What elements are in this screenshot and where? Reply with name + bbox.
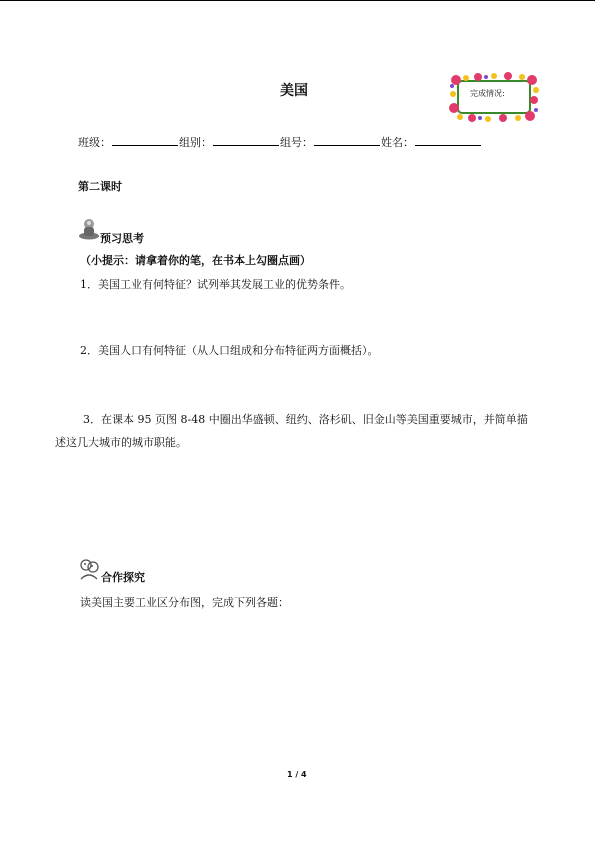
completion-badge xyxy=(448,72,540,122)
explore-instruction: 读美国主要工业区分布图，完成下列各题： xyxy=(80,596,289,609)
name-blank xyxy=(415,134,481,146)
preview-heading: 预习思考 xyxy=(100,232,144,245)
question-3-text: 3．在课本 95 页图 8-48 中圈出华盛顿、纽约、洛杉矶、旧金山等美国重要城市，并简单描述这几大城市的城市职能。 xyxy=(55,413,528,449)
top-border-line xyxy=(0,0,595,1)
question-1: 1．美国工业有何特征？试列举其发展工业的优势条件。 xyxy=(80,278,351,291)
badge-label: 完成情况: xyxy=(470,89,505,98)
explore-cooperation-icon xyxy=(78,557,100,585)
group-label: 组别： xyxy=(179,136,212,149)
group-blank xyxy=(213,134,279,146)
student-info-fields xyxy=(78,134,482,150)
page-title: 美国 xyxy=(280,83,308,99)
name-label: 姓名： xyxy=(381,136,414,149)
number-blank xyxy=(314,134,380,146)
explore-heading: 合作探究 xyxy=(101,571,145,584)
page-number: 1 / 4 xyxy=(287,770,307,779)
question-3 xyxy=(55,408,535,454)
preview-tip: （小提示：请拿着你的笔，在书本上勾圈点画） xyxy=(80,254,311,267)
preview-thinking-icon xyxy=(78,216,100,244)
number-label: 组号： xyxy=(280,136,313,149)
lesson-heading: 第二课时 xyxy=(78,180,122,193)
question-2: 2．美国人口有何特征（从人口组成和分布特征两方面概括）。 xyxy=(80,344,379,357)
class-blank xyxy=(112,134,178,146)
class-label: 班级： xyxy=(78,136,111,149)
